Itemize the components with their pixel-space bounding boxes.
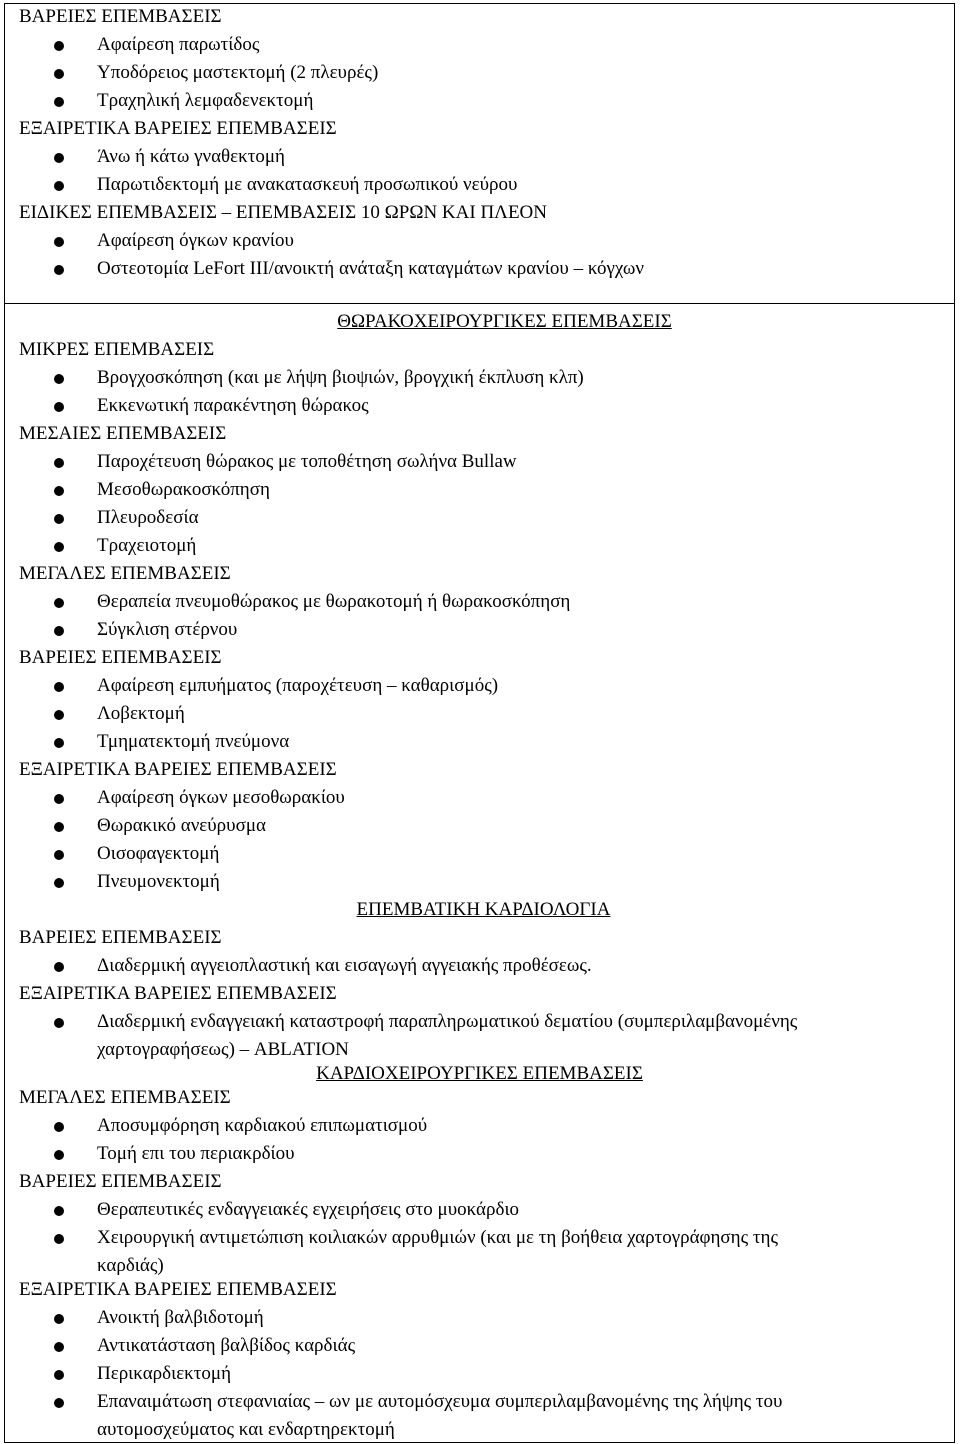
- procedure-item: Τμηματεκτομή πνεύμονα: [97, 731, 290, 752]
- section-heading: ΚΑΡΔΙΟΧΕΙΡΟΥΡΓΙΚΕΣ ΕΠΕΜΒΑΣΕΙΣ: [316, 1063, 643, 1084]
- procedure-item: Υποδόρειος μαστεκτομή (2 πλευρές): [97, 62, 379, 83]
- bullet-icon: [54, 1398, 64, 1408]
- section-divider: [4, 303, 955, 304]
- procedure-item: Αντικατάσταση βαλβίδος καρδιάς: [97, 1335, 356, 1356]
- section-heading: ΕΠΕΜΒΑΤΙΚΗ ΚΑΡΔΙΟΛΟΓΙΑ: [356, 899, 611, 920]
- category-subheading: ΜΙΚΡΕΣ ΕΠΕΜΒΑΣΕΙΣ: [19, 339, 215, 360]
- bullet-icon: [54, 598, 64, 608]
- procedure-item-continuation: αυτομοσχεύματος και ενδαρτηρεκτομή: [97, 1419, 395, 1440]
- procedure-item: Εκκενωτική παρακέντηση θώρακος: [97, 395, 369, 416]
- bullet-icon: [54, 626, 64, 636]
- category-subheading: ΒΑΡΕΙΕΣ ΕΠΕΜΒΑΣΕΙΣ: [19, 647, 222, 668]
- procedure-item: Σύγκλιση στέρνου: [97, 619, 238, 640]
- category-subheading: ΒΑΡΕΙΕΣ ΕΠΕΜΒΑΣΕΙΣ: [19, 927, 222, 948]
- bullet-icon: [54, 181, 64, 191]
- bullet-icon: [54, 710, 64, 720]
- bullet-icon: [54, 514, 64, 524]
- bullet-icon: [54, 822, 64, 832]
- bullet-icon: [54, 1342, 64, 1352]
- procedure-item: Παρωτιδεκτομή με ανακατασκευή προσωπικού νεύρου: [97, 174, 518, 195]
- procedure-item: Επαναιμάτωση στεφανιαίας – ων με αυτομόσχευμα συμπεριλαμβανομένης της λήψης του: [97, 1391, 783, 1412]
- category-subheading: ΕΞΑΙΡΕΤΙΚΑ ΒΑΡΕΙΕΣ ΕΠΕΜΒΑΣΕΙΣ: [19, 118, 337, 139]
- procedure-item: Βρογχοσκόπηση (και με λήψη βιοψιών, βρογχική έκπλυση κλπ): [97, 367, 584, 388]
- procedure-item: Τραχηλική λεμφαδενεκτομή: [97, 90, 314, 111]
- procedure-item: Θεραπεία πνευμοθώρακος με θωρακοτομή ή θωρακοσκόπηση: [97, 591, 571, 612]
- procedure-item: Θεραπευτικές ενδαγγειακές εγχειρήσεις στο μυοκάρδιο: [97, 1199, 520, 1220]
- bullet-icon: [54, 682, 64, 692]
- bullet-icon: [54, 69, 64, 79]
- procedure-item: Αφαίρεση παρωτίδος: [97, 34, 260, 55]
- category-subheading: ΜΕΣΑΙΕΣ ΕΠΕΜΒΑΣΕΙΣ: [19, 423, 227, 444]
- bullet-icon: [54, 153, 64, 163]
- bullet-icon: [54, 402, 64, 412]
- bullet-icon: [54, 1370, 64, 1380]
- procedure-item: Πνευμονεκτομή: [97, 871, 220, 892]
- bullet-icon: [54, 486, 64, 496]
- procedure-item: Μεσοθωρακοσκόπηση: [97, 479, 270, 500]
- bullet-icon: [54, 1206, 64, 1216]
- bullet-icon: [54, 1150, 64, 1160]
- procedure-item: Διαδερμική αγγειοπλαστική και εισαγωγή αγγειακής προθέσεως.: [97, 955, 592, 976]
- bullet-icon: [54, 1314, 64, 1324]
- procedure-item: Ανοικτή βαλβιδοτομή: [97, 1307, 264, 1328]
- bullet-icon: [54, 237, 64, 247]
- bullet-icon: [54, 1234, 64, 1244]
- procedure-item: Παροχέτευση θώρακος με τοποθέτηση σωλήνα Bullaw: [97, 451, 517, 472]
- procedure-item: Χειρουργική αντιμετώπιση κοιλιακών αρρυθμιών (και με τη βοήθεια χαρτογράφησης της: [97, 1227, 778, 1248]
- procedure-item: Περικαρδιεκτομή: [97, 1363, 232, 1384]
- section-heading: ΘΩΡΑΚΟΧΕΙΡΟΥΡΓΙΚΕΣ ΕΠΕΜΒΑΣΕΙΣ: [337, 311, 672, 332]
- bullet-icon: [54, 850, 64, 860]
- category-subheading: ΕΙΔΙΚΕΣ ΕΠΕΜΒΑΣΕΙΣ – ΕΠΕΜΒΑΣΕΙΣ 10 ΩΡΩΝ ΚΑΙ ΠΛΕΟΝ: [19, 202, 548, 223]
- category-subheading: ΜΕΓΑΛΕΣ ΕΠΕΜΒΑΣΕΙΣ: [19, 563, 231, 584]
- bullet-icon: [54, 97, 64, 107]
- procedure-item: Οστεοτομία LeFort III/ανοικτή ανάταξη καταγμάτων κρανίου – κόγχων: [97, 258, 644, 279]
- bullet-icon: [54, 265, 64, 275]
- procedure-item: Αφαίρεση όγκων κρανίου: [97, 230, 294, 251]
- category-subheading: ΕΞΑΙΡΕΤΙΚΑ ΒΑΡΕΙΕΣ ΕΠΕΜΒΑΣΕΙΣ: [19, 1279, 337, 1300]
- procedure-item: Τραχειοτομή: [97, 535, 197, 556]
- category-subheading: ΒΑΡΕΙΕΣ ΕΠΕΜΒΑΣΕΙΣ: [19, 1171, 222, 1192]
- procedure-item: Θωρακικό ανεύρυσμα: [97, 815, 266, 836]
- procedure-item: Άνω ή κάτω γναθεκτομή: [97, 146, 285, 167]
- procedure-item: Αφαίρεση όγκων μεσοθωρακίου: [97, 787, 345, 808]
- bullet-icon: [54, 878, 64, 888]
- bullet-icon: [54, 962, 64, 972]
- procedure-item: Πλευροδεσία: [97, 507, 199, 528]
- category-subheading: ΕΞΑΙΡΕΤΙΚΑ ΒΑΡΕΙΕΣ ΕΠΕΜΒΑΣΕΙΣ: [19, 983, 337, 1004]
- procedure-item-continuation: χαρτογραφήσεως) – ABLATION: [97, 1039, 349, 1060]
- category-subheading: ΕΞΑΙΡΕΤΙΚΑ ΒΑΡΕΙΕΣ ΕΠΕΜΒΑΣΕΙΣ: [19, 759, 337, 780]
- procedure-item: Λοβεκτομή: [97, 703, 185, 724]
- bullet-icon: [54, 1018, 64, 1028]
- bullet-icon: [54, 542, 64, 552]
- category-subheading: ΜΕΓΑΛΕΣ ΕΠΕΜΒΑΣΕΙΣ: [19, 1087, 231, 1108]
- procedure-item-continuation: καρδιάς): [97, 1255, 164, 1276]
- procedure-item: Τομή επι του περιακρδίου: [97, 1143, 295, 1164]
- bullet-icon: [54, 1122, 64, 1132]
- bullet-icon: [54, 794, 64, 804]
- procedure-item: Οισοφαγεκτομή: [97, 843, 220, 864]
- procedure-item: Αφαίρεση εμπυήματος (παροχέτευση – καθαρισμός): [97, 675, 499, 696]
- procedure-item: Αποσυμφόρηση καρδιακού επιπωματισμού: [97, 1115, 428, 1136]
- bullet-icon: [54, 374, 64, 384]
- bullet-icon: [54, 738, 64, 748]
- procedure-item: Διαδερμική ενδαγγειακή καταστροφή παραπληρωματικού δεματίου (συμπεριλαμβανομένης: [97, 1011, 798, 1032]
- bullet-icon: [54, 41, 64, 51]
- category-subheading: ΒΑΡΕΙΕΣ ΕΠΕΜΒΑΣΕΙΣ: [19, 6, 222, 27]
- bullet-icon: [54, 458, 64, 468]
